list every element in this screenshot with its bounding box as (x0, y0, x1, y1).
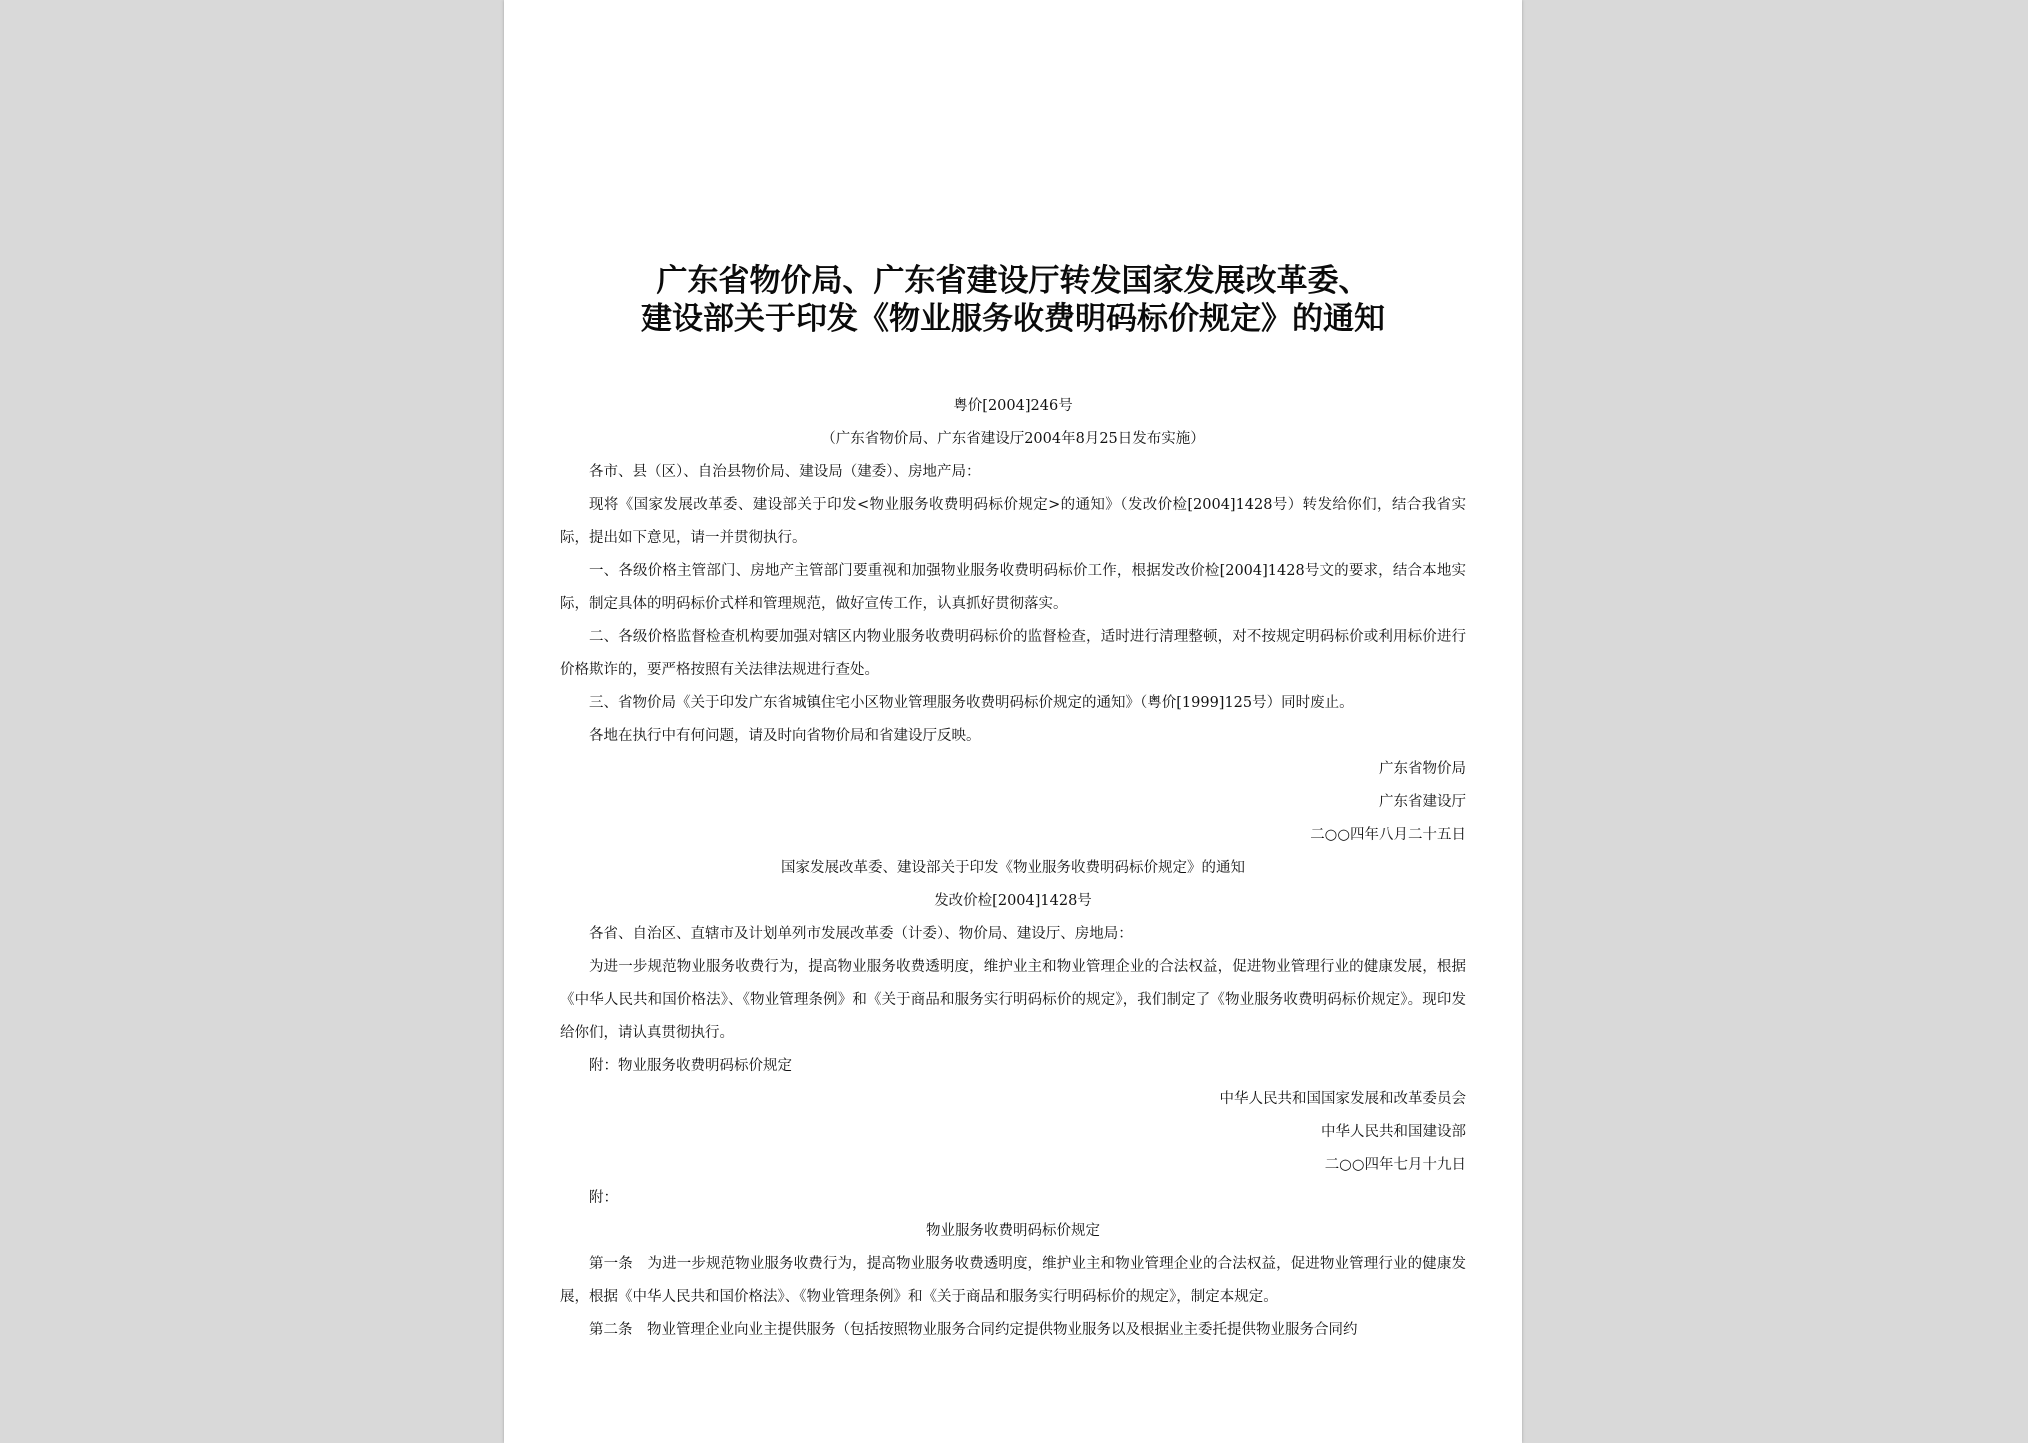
paragraph-4: 三、省物价局《关于印发广东省城镇住宅小区物业管理服务收费明码标价规定的通知》（粤价[1999]125号）同时废止。 (589, 695, 1354, 711)
addressee: 各市、县（区）、自治县物价局、建设局（建委）、房地产局： (589, 464, 981, 480)
paragraph-1: 现将《国家发展改革委、建设部关于印发<物业服务收费明码标价规定>的通知》（发改价检[2004]1428号）转发给你们，结合我省实际，提出如下意见，请一并贯彻执行。 (560, 497, 1466, 546)
signature-date-1: 二○○四年八月二十五日 (1310, 827, 1466, 843)
paragraph-6: 为进一步规范物业服务收费行为，提高物业服务收费透明度，维护业主和物业管理企业的合法权益，促进物业管理行业的健康发展，根据《中华人民共和国价格法》、《物业管理条例》和《关于商品和服务实行明码标价的规定》，我们制定了《物业服务收费明码标价规定》。现印发给你们，请认真贯彻执行。 (560, 959, 1466, 1041)
paragraph-3: 二、各级价格监督检查机构要加强对辖区内物业服务收费明码标价的监督检查，适时进行清理整顿，对不按规定明码标价或利用标价进行价格欺诈的，要严格按照有关法律法规进行查处。 (560, 629, 1466, 678)
title-line-2: 建设部关于印发《物业服务收费明码标价规定》的通知 (641, 301, 1385, 337)
signature-ndrc: 中华人民共和国国家发展和改革委员会 (1219, 1091, 1466, 1107)
document-title (560, 262, 1466, 338)
paragraph-5: 各地在执行中有何问题，请及时向省物价局和省建设厅反映。 (589, 728, 981, 744)
attachment-label: 附： (589, 1190, 618, 1206)
notice-number: 发改价检[2004]1428号 (934, 893, 1092, 909)
article-2: 第二条 物业管理企业向业主提供服务（包括按照物业服务合同约定提供物业服务以及根据业主委托提供物业服务合同约 (589, 1322, 1358, 1338)
attachment-line: 附：物业服务收费明码标价规定 (589, 1058, 792, 1074)
signature-construction-dept: 广东省建设厅 (1379, 794, 1466, 810)
paragraph-2: 一、各级价格主管部门、房地产主管部门要重视和加强物业服务收费明码标价工作，根据发改价检[2004]1428号文的要求，结合本地实际，制定具体的明码标价式样和管理规范，做好宣传工作，认真抓好贯彻落实。 (560, 563, 1466, 612)
signature-date-2: 二○○四年七月十九日 (1324, 1157, 1466, 1173)
notice-title: 国家发展改革委、建设部关于印发《物业服务收费明码标价规定》的通知 (781, 860, 1245, 876)
issued-note: （广东省物价局、广东省建设厅2004年8月25日发布实施） (821, 431, 1205, 447)
page-content (560, 262, 1466, 1347)
document-number: 粤价[2004]246号 (953, 398, 1073, 414)
document-page (504, 0, 1522, 1443)
addressee-2: 各省、自治区、直辖市及计划单列市发展改革委（计委）、物价局、建设厅、房地局： (589, 926, 1133, 942)
title-line-1: 广东省物价局、广东省建设厅转发国家发展改革委、 (656, 263, 1370, 299)
signature-ministry: 中华人民共和国建设部 (1321, 1124, 1466, 1140)
rule-title: 物业服务收费明码标价规定 (926, 1223, 1100, 1239)
signature-price-bureau: 广东省物价局 (1379, 761, 1466, 777)
article-1: 第一条 为进一步规范物业服务收费行为，提高物业服务收费透明度，维护业主和物业管理企业的合法权益，促进物业管理行业的健康发展，根据《中华人民共和国价格法》、《物业管理条例》和《关于商品和服务实行明码标价的规定》，制定本规定。 (560, 1256, 1466, 1305)
